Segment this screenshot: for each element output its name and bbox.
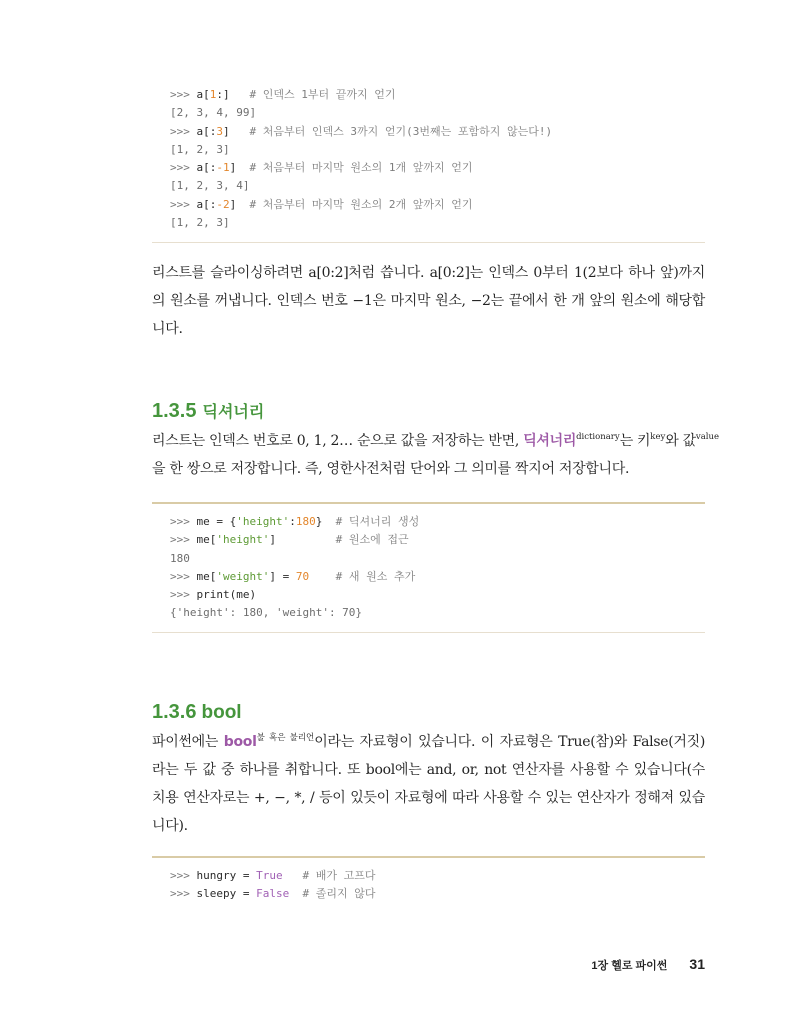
section-title: 딕셔너리 [202,404,265,421]
highlighted-term: 딕셔너리 [523,433,577,449]
number-literal: 3 [216,124,223,138]
code-line [170,159,552,177]
string-literal: 'weight' [216,569,270,583]
paragraph-line [152,812,705,840]
code-comment: # 인덱스 1부터 끝까지 얻기 [229,88,396,101]
code-token: me[ [196,533,217,547]
text-run: 니다. [152,321,183,337]
text-run: 을 한 쌍으로 저장합니다. 즉, 영한사전처럼 단어와 그 의미를 짝지어 저장합니다. [152,461,630,477]
text-run: 파이썬에는 [152,734,224,750]
code-token: hungry = [196,869,257,882]
code-token: : [289,515,296,528]
section-heading-bool [152,700,242,724]
superscript-gloss: 불 혹은 불리언 [256,733,315,743]
code-block-slicing [170,86,552,232]
code-comment: # 처음부터 마지막 원소의 1개 앞까지 얻기 [236,161,473,175]
keyword-literal: True [256,869,283,882]
code-prompt: >>> [170,197,197,211]
code-prompt: >>> [170,124,197,138]
code-line [170,177,552,195]
code-prompt: >>> [170,533,197,547]
code-token: a[: [196,197,217,211]
code-token: me = { [196,515,237,528]
section-number: 1.3.6 [152,701,197,723]
code-prompt: >>> [170,887,197,901]
code-prompt: >>> [170,515,197,528]
divider [152,502,705,504]
chapter-label: 1장 헬로 파이썬 [591,960,668,972]
code-token: ] [269,533,276,547]
code-line [170,867,375,885]
paragraph-line [152,427,719,455]
section-heading-dictionary [152,399,264,423]
code-line [170,104,552,122]
paragraph-line [152,287,705,315]
code-line [170,123,552,141]
code-token: me[ [196,569,217,583]
code-comment: # 새 원소 추가 [309,569,416,583]
divider [152,242,705,243]
divider [152,856,705,858]
highlighted-term: bool [223,734,257,750]
code-token: ] [229,197,237,211]
code-line [170,86,552,104]
code-comment: # 배가 고프다 [282,869,376,882]
divider [152,632,705,633]
code-token: sleepy = [196,887,257,901]
paragraph-line [152,315,705,343]
code-token: a[: [196,161,217,175]
paragraph-line [152,756,705,784]
section-number: 1.3.5 [152,400,197,422]
code-token: :] [216,88,230,101]
code-comment: # 처음부터 인덱스 3까지 얻기(3번째는 포함하지 않는다!) [229,124,553,138]
body-paragraph-bool [152,728,705,840]
superscript-gloss: value [695,432,719,442]
page-footer [591,955,705,973]
code-prompt: >>> [170,588,197,602]
code-token: a[: [196,124,217,138]
code-comment: # 딕셔너리 생성 [322,515,420,528]
text-run: 리스트는 인덱스 번호로 0, 1, 2… 순으로 값을 저장하는 반면, [152,433,524,449]
text-run: 는 키 [619,433,651,449]
code-prompt: >>> [170,869,197,882]
text-run: 치용 연산자로는 +, −, *, / 등이 있듯이 자료형에 따라 사용할 수 있는 연산자가 정해져 있습 [152,790,705,806]
superscript-gloss: key [650,432,666,442]
section-title: bool [201,702,242,723]
code-prompt: >>> [170,161,197,175]
code-output: 180 [170,551,190,565]
code-output: {'height': 180, 'weight': 70} [170,606,363,620]
number-literal: -1 [216,161,230,175]
code-line [170,513,419,531]
paragraph-line [152,728,705,756]
code-block-dictionary [170,513,419,623]
string-literal: 'height' [236,515,290,528]
code-token: ] [229,161,237,175]
code-line [170,214,552,232]
code-line [170,550,419,568]
body-paragraph-dictionary [152,427,719,483]
keyword-literal: False [256,887,290,901]
code-line [170,885,375,903]
code-comment: # 처음부터 마지막 원소의 2개 앞까지 얻기 [236,197,473,211]
number-literal: 180 [295,515,316,528]
code-prompt: >>> [170,569,197,583]
code-line [170,141,552,159]
code-token: } [315,515,323,528]
string-literal: 'height' [216,533,270,547]
code-line [170,196,552,214]
text-run: 와 값 [665,433,696,449]
code-line [170,586,419,604]
number-literal: 1 [209,88,217,101]
number-literal: -2 [216,197,230,211]
text-run: 니다). [152,818,188,834]
text-run: 이라는 자료형이 있습니다. 이 자료형은 True(참)와 False(거짓) [314,734,705,750]
code-token: print(me) [196,588,257,602]
text-run: 리스트를 슬라이싱하려면 a[0:2]처럼 씁니다. a[0:2]는 인덱스 0부터 1(2보다 하나 앞)까지 [152,265,705,281]
code-line [170,568,419,586]
page-number: 31 [689,956,705,972]
code-token: ] [223,124,230,138]
code-output: [1, 2, 3] [170,216,230,230]
text-run: 의 원소를 꺼냅니다. 인덱스 번호 −1은 마지막 원소, −2는 끝에서 한 개 앞의 원소에 해당합 [152,293,705,309]
code-output: [1, 2, 3, 4] [170,179,250,193]
code-comment: # 졸리지 않다 [289,887,376,901]
body-paragraph-slicing [152,259,705,343]
text-run: 라는 두 값 중 하나를 취합니다. 또 bool에는 and, or, not 연산자를 사용할 수 있습니다(수 [152,762,705,778]
code-prompt: >>> [170,88,197,101]
code-block-bool [170,867,375,904]
paragraph-line [152,455,705,483]
code-output: [1, 2, 3] [170,142,230,156]
code-line [170,531,419,549]
code-output: [2, 3, 4, 99] [170,106,257,120]
code-comment: # 원소에 접근 [275,533,409,547]
code-token: ] = [269,569,296,583]
number-literal: 70 [295,569,310,583]
paragraph-line [152,259,705,287]
code-token: a[ [196,88,210,101]
superscript-gloss: dictionary [576,432,620,442]
code-line [170,604,419,622]
paragraph-line [152,784,705,812]
